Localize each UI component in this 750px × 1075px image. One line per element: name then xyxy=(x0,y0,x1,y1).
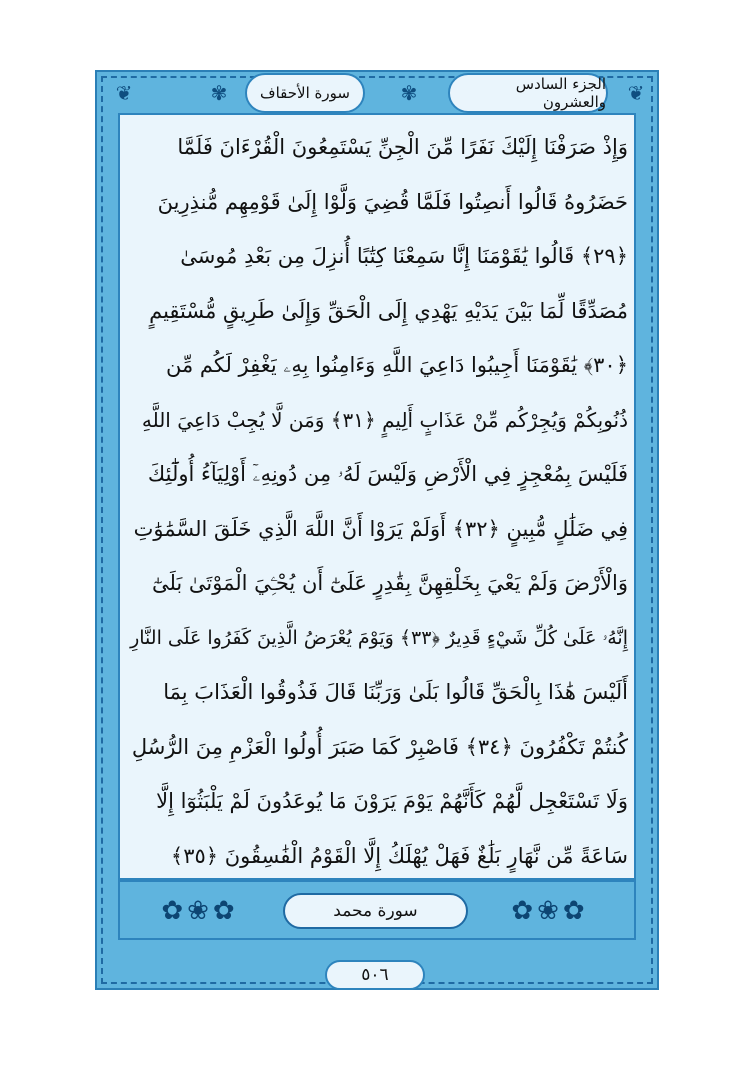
text-line: أَلَيْسَ هَٰذَا بِالْحَقِّ قَالُوا بَلَىٰ وَرَبِّنَا قَالَ فَذُوقُوا الْعَذَابَ بِمَا xyxy=(163,680,628,705)
text-line: ذُنُوبِكُمْ وَيُجِرْكُم مِّنْ عَذَابٍ أَلِيمٍ ﴿٣١﴾ وَمَن لَّا يُجِبْ دَاعِيَ اللَّهِ xyxy=(141,407,628,432)
juz-label: الجزء السادس والعشرون xyxy=(515,75,606,111)
floral-ornament-icon: ✿❀✿ xyxy=(511,896,589,926)
floral-ornament-icon: ❦ xyxy=(115,81,133,105)
surah-name-cartouche xyxy=(245,73,365,113)
next-surah-cartouche xyxy=(283,893,468,929)
text-line: وَإِذْ صَرَفْنَا إِلَيْكَ نَفَرًا مِّنَ الْجِنِّ يَسْتَمِعُونَ الْقُرْءَانَ فَلَمَّا xyxy=(177,135,628,160)
floral-ornament-icon: ✾ xyxy=(210,81,228,105)
text-line: فِي ضَلَٰلٍ مُّبِينٍ ﴿٣٢﴾ أَوَلَمْ يَرَوْا أَنَّ اللَّهَ الَّذِي خَلَقَ السَّمَٰوَٰتِ xyxy=(133,516,628,541)
floral-ornament-icon: ✾ xyxy=(400,81,418,105)
text-line: إِنَّهُۥ عَلَىٰ كُلِّ شَيْءٍ قَدِيرٌ ﴿٣٣﴾ وَيَوْمَ يُعْرَضُ الَّذِينَ كَفَرُوا عَلَى النَّارِ xyxy=(130,626,628,649)
text-line: فَلَيْسَ بِمُعْجِزٍ فِي الْأَرْضِ وَلَيْسَ لَهُۥ مِن دُونِهِۦٓ أَوْلِيَآءُ أُولَٰٓئِكَ xyxy=(147,461,628,486)
surah-label: سورة الأحقاف xyxy=(260,84,350,102)
text-line: حَضَرُوهُ قَالُوا أَنصِتُوا فَلَمَّا قُضِيَ وَلَّوْا إِلَىٰ قَوْمِهِم مُّنذِرِينَ xyxy=(157,189,628,214)
text-line: سَاعَةً مِّن نَّهَارٍ بَلَٰغٌ فَهَلْ يُهْلَكُ إِلَّا الْقَوْمُ الْفَٰسِقُونَ ﴿٣٥﴾ xyxy=(170,843,628,868)
text-line: ﴿٢٩﴾ قَالُوا يَٰقَوْمَنَا إِنَّا سَمِعْنَا كِتَٰبًا أُنزِلَ مِن بَعْدِ مُوسَىٰ xyxy=(180,244,628,269)
page-number: ٥٠٦ xyxy=(325,960,425,990)
juz-cartouche xyxy=(448,73,608,113)
floral-ornament-icon: ✿❀✿ xyxy=(161,896,239,926)
floral-ornament-icon: ❦ xyxy=(627,81,645,105)
text-line: وَالْأَرْضَ وَلَمْ يَعْيَ بِخَلْقِهِنَّ بِقَٰدِرٍ عَلَىٰٓ أَن يُحْـِۧيَ الْمَوْتَىٰ بَلَىٰٓ xyxy=(151,570,628,595)
text-line: مُصَدِّقًا لِّمَا بَيْنَ يَدَيْهِ يَهْدِي إِلَى الْحَقِّ وَإِلَىٰ طَرِيقٍ مُّسْتَقِيمٍ xyxy=(149,298,628,323)
text-line: كُنتُمْ تَكْفُرُونَ ﴿٣٤﴾ فَاصْبِرْ كَمَا صَبَرَ أُولُوا الْعَزْمِ مِنَ الرُّسُلِ xyxy=(131,734,628,759)
quran-text-block xyxy=(128,120,628,883)
text-line: وَلَا تَسْتَعْجِل لَّهُمْ كَأَنَّهُمْ يَوْمَ يَرَوْنَ مَا يُوعَدُونَ لَمْ يَلْبَثُوٓا إِلَّا xyxy=(156,789,628,814)
next-surah-title: سورة محمد xyxy=(333,901,418,921)
text-line: ﴿٣٠﴾ يَٰقَوْمَنَا أَجِيبُوا دَاعِيَ اللَّهِ وَءَامِنُوا بِهِۦ يَغْفِرْ لَكُم مِّن xyxy=(166,352,628,377)
